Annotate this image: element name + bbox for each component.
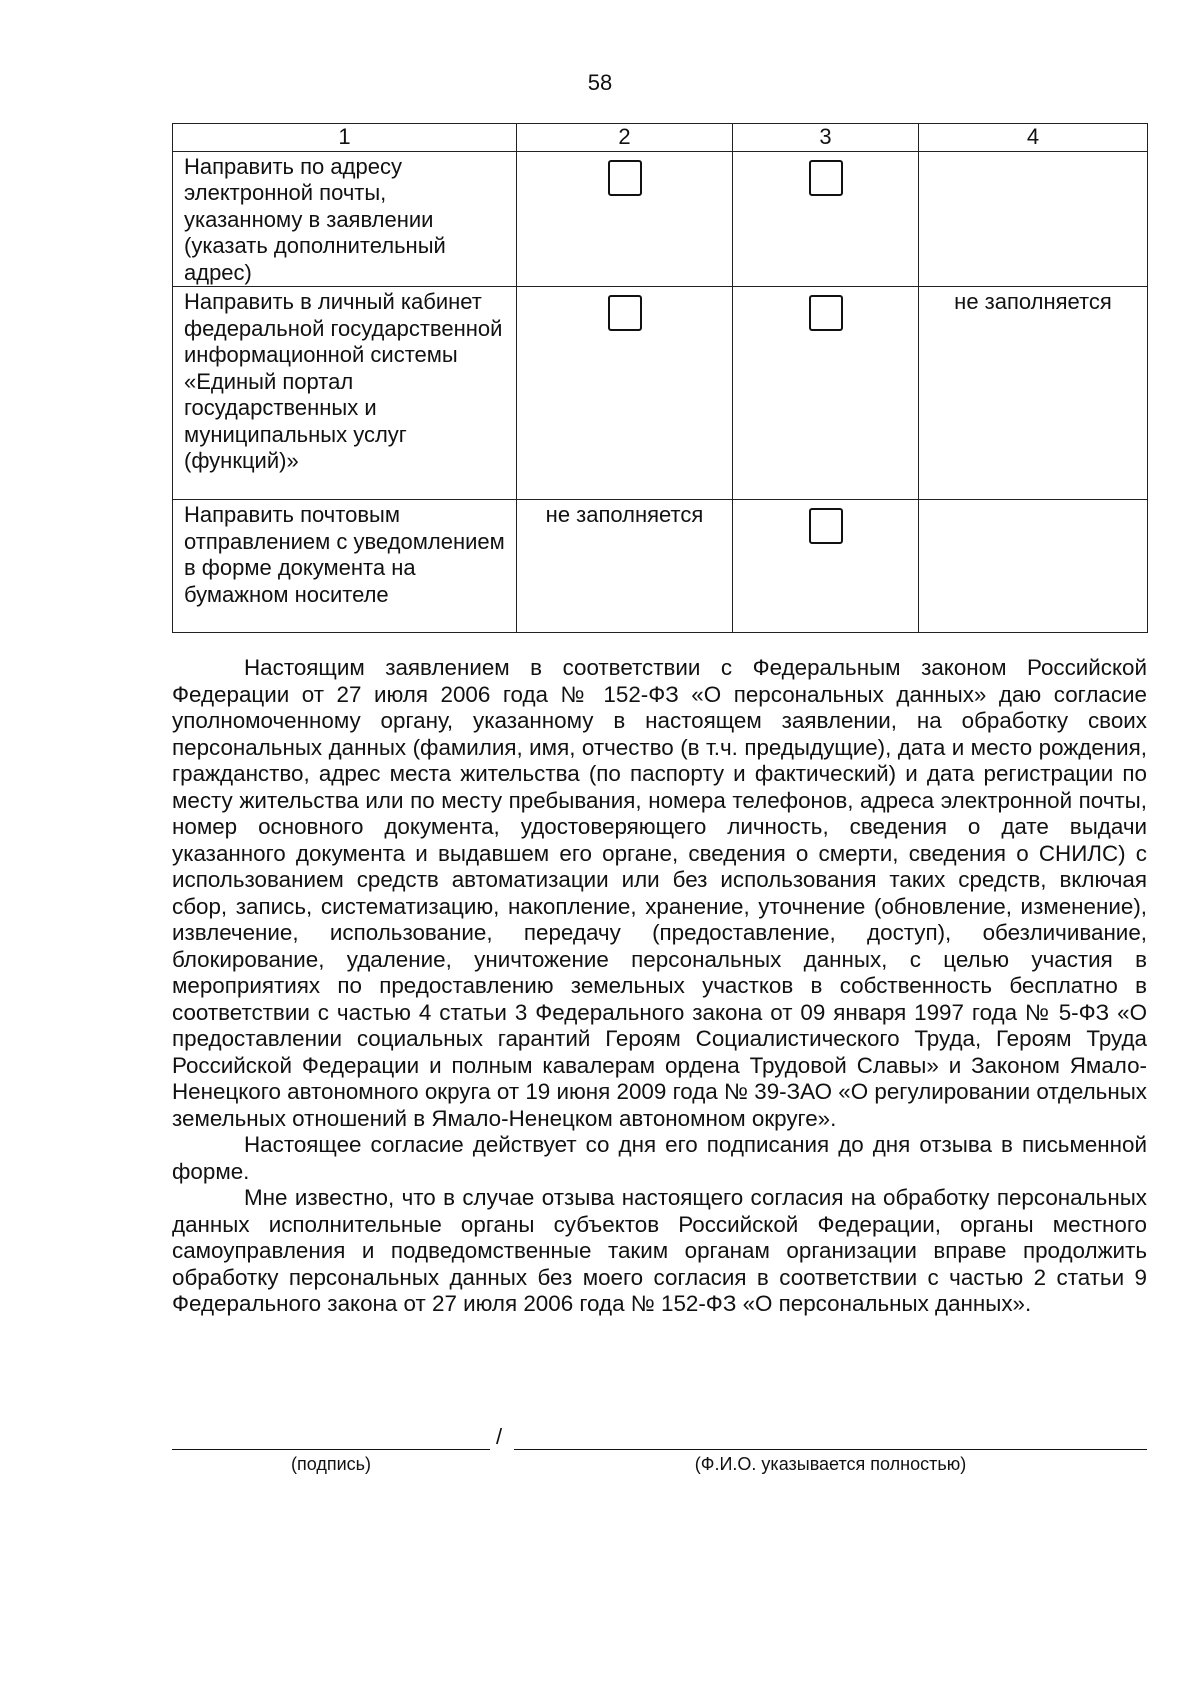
- validity-paragraph: Настоящее согласие действует со дня его подписания до дня отзыва в письменной форме.: [172, 1132, 1147, 1184]
- portal-option-checkbox-col2[interactable]: [608, 295, 642, 331]
- withdrawal-paragraph: Мне известно, что в случае отзыва настоящего согласия на обработку персональных данных исполнительные органы субъектов Российской Федерации, органы местного самоуправления и подведомственные таким органам организации вправе продолжить обработку персональных данных без моего согласия в соответствии с частью 2 статьи 9 Федерального закона от 27 июля 2006 года № 152-ФЗ «О персональных данных».: [172, 1185, 1147, 1316]
- checkbox-cell: [733, 287, 919, 500]
- checkbox-cell: [733, 151, 919, 287]
- header-cell: 3: [733, 124, 919, 152]
- checkbox-cell: [517, 151, 733, 287]
- table-row: [173, 151, 1148, 287]
- consent-text: [172, 655, 1147, 1318]
- header-cell: 2: [517, 124, 733, 152]
- checkbox-cell: [733, 500, 919, 633]
- page-number: 58: [587, 70, 613, 95]
- not-filled-note: не заполняется: [517, 500, 733, 633]
- empty-cell: [919, 151, 1148, 287]
- not-filled-note: не заполняется: [919, 287, 1148, 500]
- full-name-line[interactable]: [514, 1449, 1147, 1450]
- checkbox-cell: [517, 287, 733, 500]
- table-row: [173, 287, 1148, 500]
- full-name-caption: (Ф.И.О. указывается полностью): [694, 1454, 967, 1474]
- signature-separator: /: [496, 1424, 503, 1449]
- delivery-options-table: [172, 123, 1148, 633]
- option-label: Направить по адресу электронной почты, указанному в заявлении (указать дополнительный адрес): [173, 151, 517, 287]
- table-header-row: [173, 124, 1148, 152]
- option-label: Направить в личный кабинет федеральной государственной информационной системы «Единый портал государственных и муниципальных услуг (функций)»: [173, 287, 517, 500]
- portal-option-checkbox-col3[interactable]: [809, 295, 843, 331]
- consent-paragraph: Настоящим заявлением в соответствии с Федеральным законом Российской Федерации от 27 июля 2006 года № 152-ФЗ «О персональных данных» даю согласие уполномоченному органу, указанному в настоящем заявлении, на обработку своих персональных данных (фамилия, имя, отчество (в т.ч. предыдущие), дата и место рождения, гражданство, адрес места жительства (по паспорту и фактический) и дата регистрации по месту жительства или по месту пребывания, номера телефонов, адреса электронной почты, номер основного документа, удостоверяющего личность, сведения о дате выдачи указанного документа и выдавшем его органе, сведения о смерти, сведения о СНИЛС) с использованием средств автоматизации или без использования таких средств, включая сбор, запись, систематизацию, накопление, хранение, уточнение (обновление, изменение), извлечение, использование, передачу (предоставление, доступ), обезличивание, блокирование, удаление, уничтожение персональных данных, с целью участия в мероприятиях по предоставлению земельных участков в собственность бесплатно в соответствии с частью 4 статьи 3 Федерального закона от 09 января 1997 года № 5-ФЗ «О предоставлении социальных гарантий Героям Социалистического Труда, Героям Труда Российской Федерации и полным кавалерам ордена Трудовой Славы» и Законом Ямало-Ненецкого автономного округа от 19 июня 2009 года № 39-ЗАО «О регулировании отдельных земельных отношений в Ямало-Ненецком автономном округе».: [172, 655, 1147, 1131]
- signature-line[interactable]: [172, 1449, 490, 1450]
- signature-caption: (подпись): [290, 1454, 372, 1474]
- header-cell: 4: [919, 124, 1148, 152]
- table-row: [173, 500, 1148, 633]
- empty-cell: [919, 500, 1148, 633]
- option-label: Направить почтовым отправлением с уведомлением в форме документа на бумажном носителе: [173, 500, 517, 633]
- email-option-checkbox-col3[interactable]: [809, 160, 843, 196]
- email-option-checkbox-col2[interactable]: [608, 160, 642, 196]
- header-cell: 1: [173, 124, 517, 152]
- mail-option-checkbox-col3[interactable]: [809, 508, 843, 544]
